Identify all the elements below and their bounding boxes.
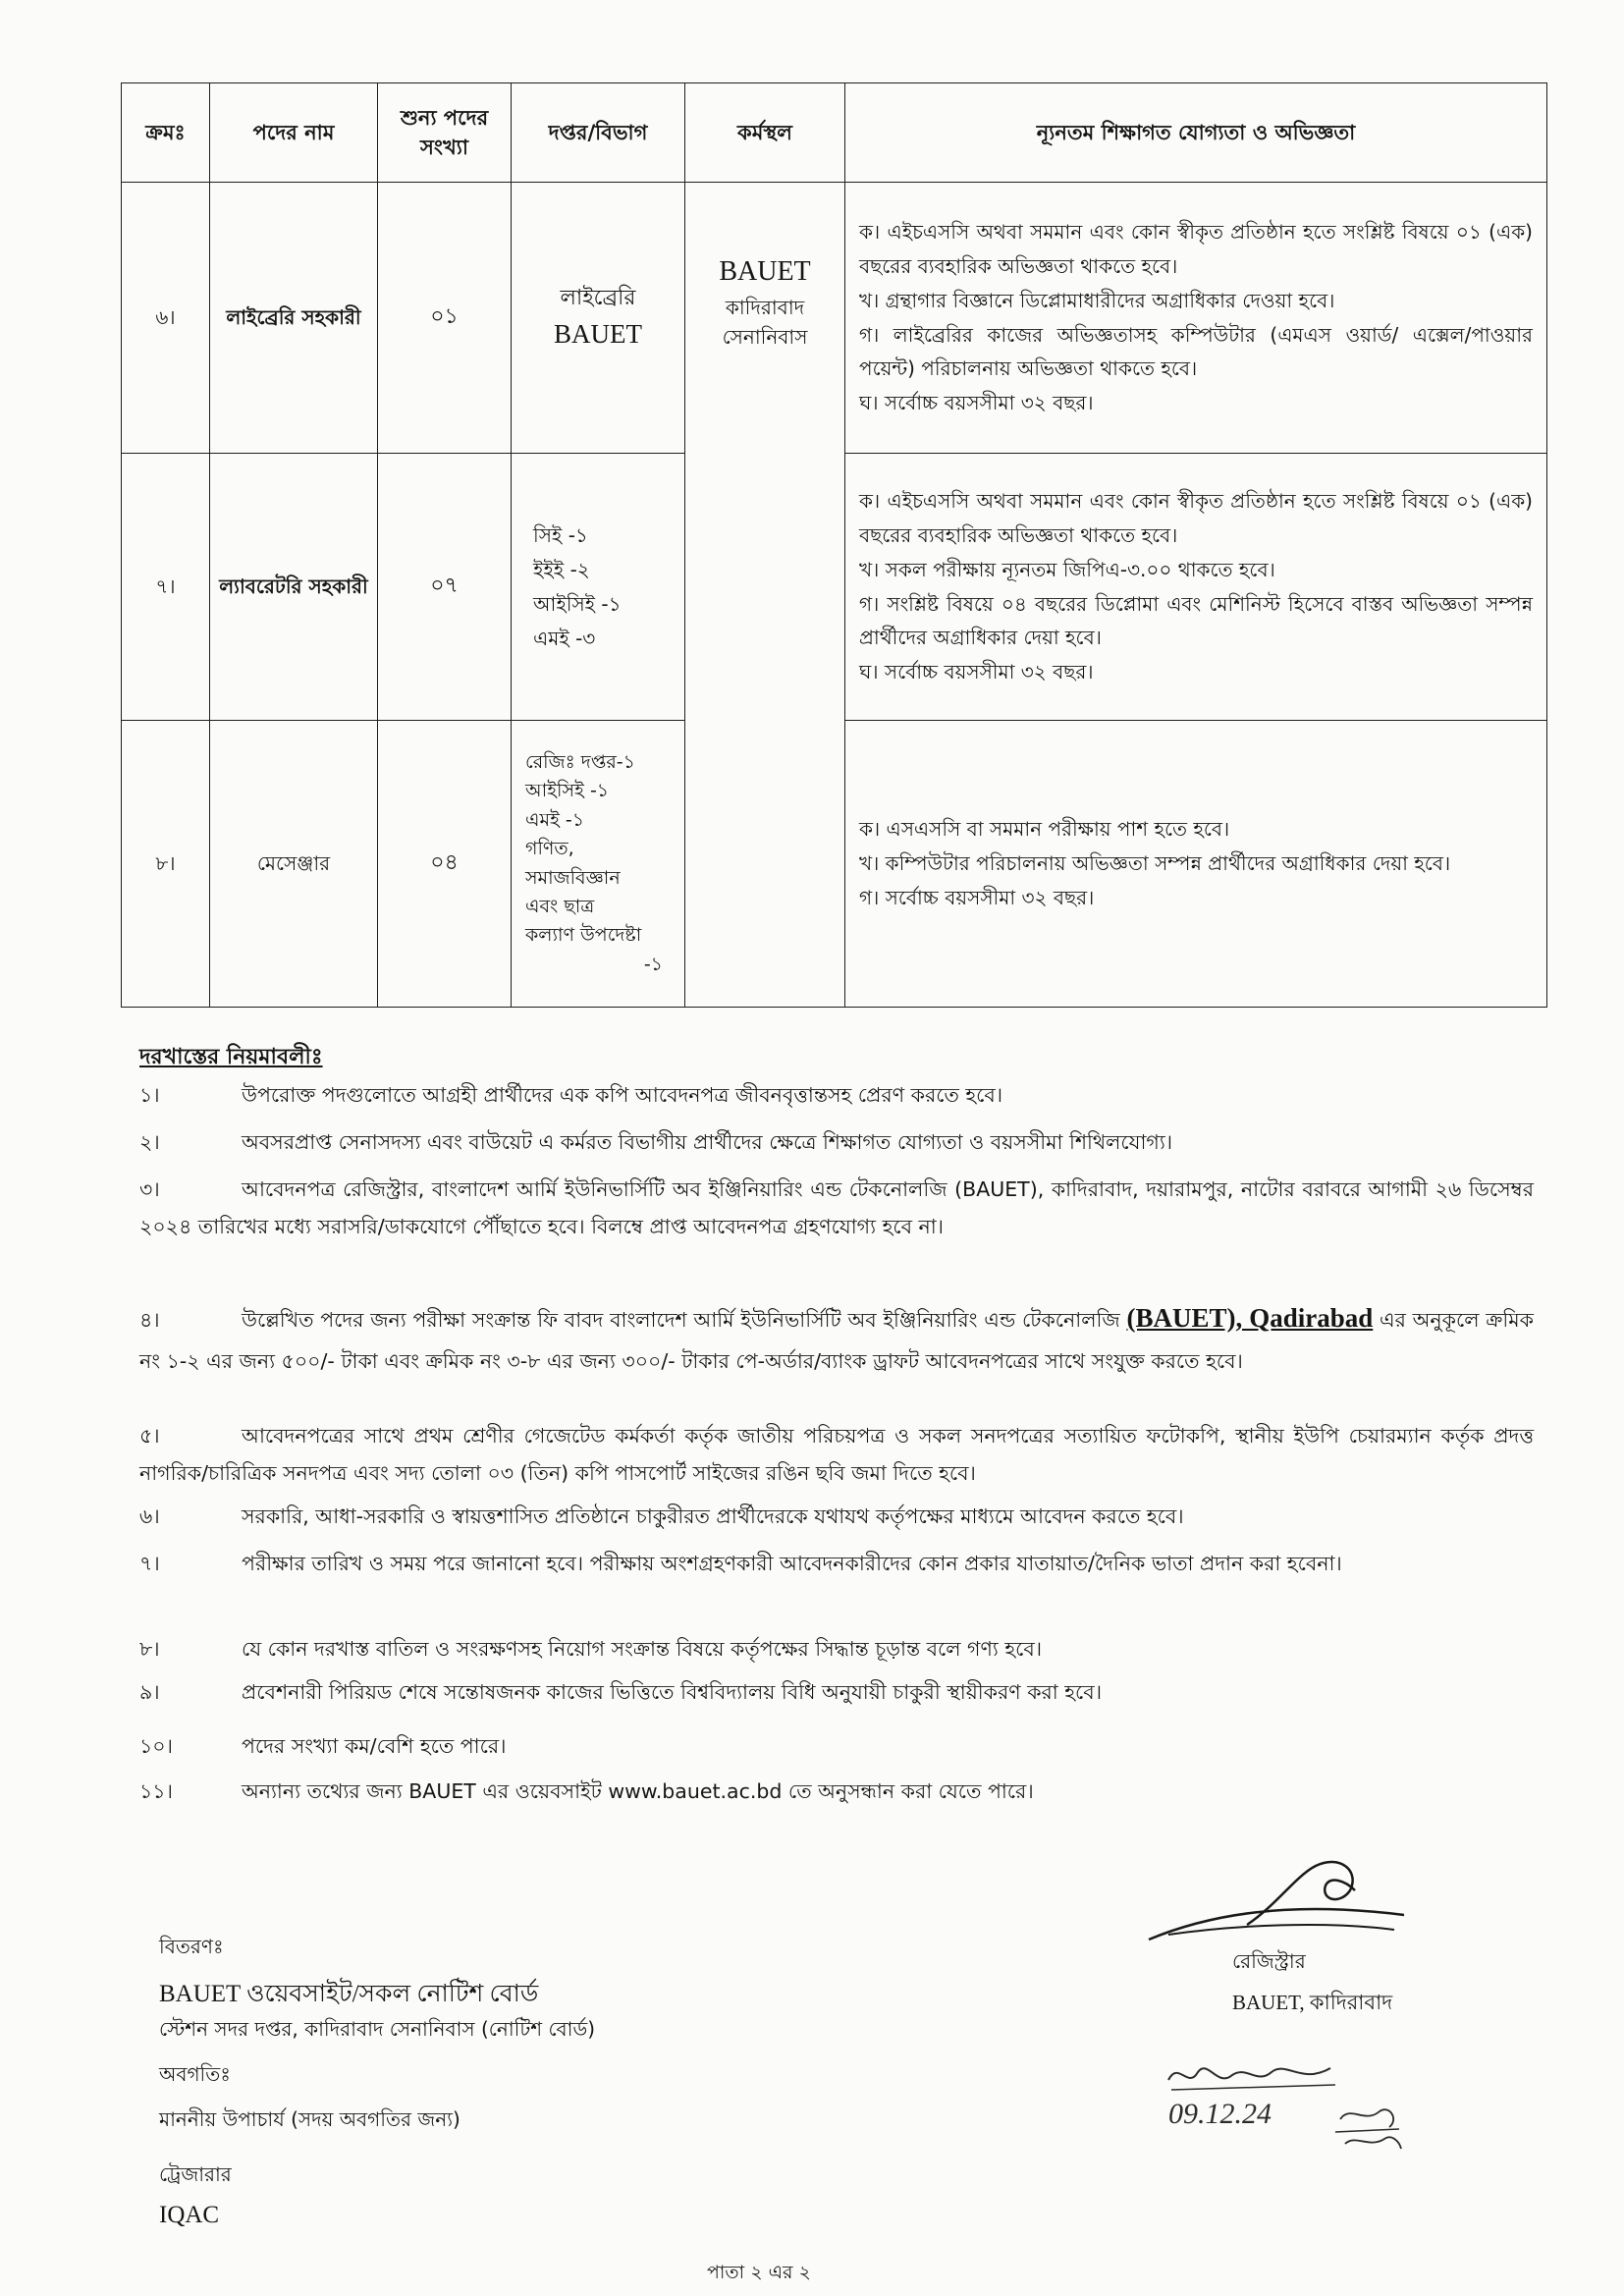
rule-item bbox=[139, 1077, 1534, 1115]
rule-text: আবেদনপত্রের সাথে প্রথম শ্রেণীর গেজেটেড কর্মকর্তা কর্তৃক জাতীয় পরিচয়পত্র ও সকল সনদপত্রের সত্যায়িত ফটোকপি, স্থানীয় ইউপি চেয়ারম্যান কর্তৃক প্রদত্ত নাগরিক/চারিত্রিক সনদপত্র এবং সদ্য তোলা ০৩ (তিন) কপি পাসপোর্ট সাইজের রঙিন ছবি জমা দিতে হবে। bbox=[139, 1424, 1534, 1485]
rule-number: ৫। bbox=[139, 1424, 160, 1448]
rule-item bbox=[139, 1774, 1534, 1811]
rule-text: উল্লেখিত পদের জন্য পরীক্ষা সংক্রান্ত ফি বাবদ বাংলাদেশ আর্মি ইউনিভার্সিটি অব ইঞ্জিনিয়ারিং এন্ড টেকনোলজি bbox=[242, 1308, 1120, 1332]
dept-line: রেজিঃ দপ্তর-১ bbox=[525, 750, 635, 773]
header-workplace: কর্মস্থল bbox=[685, 83, 845, 183]
rule-number: ১০। bbox=[139, 1734, 173, 1758]
rule-number: ১। bbox=[139, 1083, 160, 1107]
rule-highlight: (BAUET), Qadirabad bbox=[1126, 1303, 1374, 1333]
qual-line: ক। এইচএসসি অথবা সমমান এবং কোন স্বীকৃত প্রতিষ্ঠান হতে সংশ্লিষ্ট বিষয়ে ০১ (এক) বছরের ব্যবহারিক অভিজ্ঞতা থাকতে হবে। bbox=[859, 220, 1533, 278]
rule-number: ৬। bbox=[139, 1504, 160, 1528]
row-serial: ৮। bbox=[122, 721, 210, 1008]
qual-line: গ। লাইব্রেরির কাজের অভিজ্ঞতাসহ কম্পিউটার (এমএস ওয়ার্ড/ এক্সেল/পাওয়ার পয়েন্ট) পরিচালনায় অভিজ্ঞতা থাকতে হবে। bbox=[859, 322, 1533, 381]
info-item: মাননীয় উপাচার্য (সদয় অবগতির জন্য) bbox=[159, 2107, 460, 2131]
rule-number: ৯। bbox=[139, 1680, 160, 1704]
rule-number: ৮। bbox=[139, 1637, 160, 1661]
rule-number: ৭। bbox=[139, 1552, 160, 1575]
header-department: দপ্তর/বিভাগ bbox=[512, 83, 685, 183]
rule-number: ৪। bbox=[139, 1308, 160, 1332]
distribution-text: BAUET ওয়েবসাইট/সকল নোটিশ বোর্ড bbox=[159, 1981, 539, 2007]
rules-title: দরখাস্তের নিয়মাবলীঃ bbox=[139, 1045, 323, 1069]
dept-line: আইসিই -১ bbox=[525, 780, 610, 802]
rule-number: ১১। bbox=[139, 1779, 173, 1803]
rule-text: পদের সংখ্যা কম/বেশি হতে পারে। bbox=[242, 1734, 507, 1758]
row-workplace bbox=[685, 183, 845, 1008]
workplace-line: কাদিরাবাদ bbox=[725, 296, 805, 319]
dept-line: সিই -১ bbox=[533, 522, 588, 547]
row-post-name: মেসেঞ্জার bbox=[210, 721, 378, 1008]
row-qualification bbox=[845, 454, 1547, 721]
dept-line: এমই -৩ bbox=[533, 626, 596, 650]
rule-text: প্রবেশনারী পিরিয়ড শেষে সন্তোষজনক কাজের ভিত্তিতে বিশ্ববিদ্যালয় বিধি অনুযায়ী চাকুরী স্থায়ীকরণ করা হবে। bbox=[242, 1680, 1103, 1704]
signatory-org: BAUET, কাদিরাবাদ bbox=[1232, 1991, 1393, 2014]
dept-line: ইইই -২ bbox=[533, 557, 590, 581]
rule-item bbox=[139, 1728, 1534, 1766]
rule-item bbox=[139, 1631, 1534, 1668]
rule-text: অবসরপ্রাপ্ত সেনাসদস্য এবং বাউয়েট এ কর্মরত বিভাগীয় প্রার্থীদের ক্ষেত্রে শিক্ষাগত যোগ্যতা ও বয়সসীমা শিথিলযোগ্য। bbox=[242, 1130, 1173, 1154]
rule-item bbox=[139, 1546, 1534, 1583]
row-vacancy-count: ০৪ bbox=[378, 721, 512, 1008]
dept-line: লাইব্রেরি bbox=[560, 285, 636, 310]
qual-line: খ। গ্রন্থাগার বিজ্ঞানে ডিপ্লোমাধারীদের অগ্রাধিকার দেওয়া হবে। bbox=[859, 288, 1335, 312]
dept-line: সমাজবিজ্ঞান bbox=[525, 866, 621, 889]
rule-item bbox=[139, 1674, 1534, 1712]
dept-line: এবং ছাত্র bbox=[525, 895, 595, 917]
rule-item bbox=[139, 1418, 1534, 1493]
row-post-name: ল্যাবরেটরি সহকারী bbox=[210, 454, 378, 721]
rule-text: সরকারি, আধা-সরকারি ও স্বায়ত্তশাসিত প্রতিষ্ঠানে চাকুরীরত প্রার্থীদেরকে যথাযথ কর্তৃপক্ষের মাধ্যমে আবেদন করতে হবে। bbox=[242, 1504, 1184, 1528]
rule-text: আবেদনপত্র রেজিস্ট্রার, বাংলাদেশ আর্মি ইউনিভার্সিটি অব ইঞ্জিনিয়ারিং এন্ড টেকনোলজি (BAUET), কাদিরাবাদ, দয়ারামপুর, নাটোর বরাবরে আগামী ২৬ ডিসেম্বর ২০২৪ তারিখের মধ্যে সরাসরি/ডাকযোগে পৌঁছাতে হবে। বিলম্বে প্রাপ্ত আবেদনপত্র গ্রহণযোগ্য হবে না। bbox=[139, 1177, 1534, 1238]
rule-text: এর অনুকূলে ক্রমিক নং ১-২ এর জন্য ৫০০/- টাকা এবং ক্রমিক নং ৩-৮ এর জন্য ৩০০/- টাকার পে-অর্ডার/ব্যাংক ড্রাফট আবেদনপত্রের সাথে সংযুক্ত করতে হবে। bbox=[139, 1308, 1534, 1373]
table-row bbox=[122, 183, 1547, 454]
rule-text: অন্যান্য তথ্যের জন্য BAUET এর ওয়েবসাইট www.bauet.ac.bd তে অনুসন্ধান করা যেতে পারে। bbox=[242, 1779, 1034, 1803]
row-department bbox=[512, 454, 685, 721]
distribution-label: বিতরণঃ bbox=[159, 1935, 224, 1958]
qual-line: খ। কম্পিউটার পরিচালনায় অভিজ্ঞতা সম্পন্ন প্রার্থীদের অগ্রাধিকার দেয়া হবে। bbox=[859, 851, 1451, 876]
signature-mark bbox=[1129, 1846, 1424, 1954]
handwritten-mark bbox=[1330, 2100, 1409, 2159]
header-serial: ক্রমঃ bbox=[122, 83, 210, 183]
dept-line: এমই -১ bbox=[525, 808, 585, 831]
row-vacancy-count: ০১ bbox=[378, 183, 512, 454]
dept-line: গণিত, bbox=[525, 838, 574, 860]
rule-item bbox=[139, 1294, 1534, 1381]
header-qualification: ন্যূনতম শিক্ষাগত যোগ্যতা ও অভিজ্ঞতা bbox=[845, 83, 1547, 183]
dept-line: BAUET bbox=[554, 318, 642, 349]
qual-line: গ। সংশ্লিষ্ট বিষয়ে ০৪ বছরের ডিপ্লোমা এবং মেশিনিস্ট হিসেবে বাস্তব অভিজ্ঞতা সম্পন্ন প্রার্থীদের অগ্রাধিকার দেয়া হবে। bbox=[859, 591, 1533, 650]
handwritten-date: 09.12.24 bbox=[1168, 2098, 1272, 2130]
handwritten-initial bbox=[1164, 2050, 1340, 2100]
row-department bbox=[512, 183, 685, 454]
rule-number: ২। bbox=[139, 1130, 160, 1154]
qual-line: ঘ। সর্বোচ্চ বয়সসীমা ৩২ বছর। bbox=[859, 391, 1094, 415]
dept-line: -১ bbox=[643, 953, 663, 975]
rule-item bbox=[139, 1124, 1534, 1162]
iqac-line: IQAC bbox=[159, 2202, 220, 2228]
row-qualification bbox=[845, 183, 1547, 454]
info-label: অবগতিঃ bbox=[159, 2062, 231, 2086]
row-qualification bbox=[845, 721, 1547, 1008]
page-number: পাতা ২ এর ২ bbox=[707, 2262, 811, 2283]
header-post-name: পদের নাম bbox=[210, 83, 378, 183]
distribution-item: স্টেশন সদর দপ্তর, কাদিরাবাদ সেনানিবাস (নোটিশ বোর্ড) bbox=[159, 2017, 596, 2041]
distribution-item bbox=[159, 1974, 538, 2016]
workplace-org: BAUET bbox=[719, 256, 811, 287]
row-serial: ৬। bbox=[122, 183, 210, 454]
row-vacancy-count: ০৭ bbox=[378, 454, 512, 721]
rule-item bbox=[139, 1499, 1534, 1536]
qual-line: খ। সকল পরীক্ষায় ন্যূনতম জিপিএ-৩.০০ থাকতে হবে। bbox=[859, 557, 1275, 581]
dept-line: কল্যাণ উপদেষ্টা bbox=[525, 924, 642, 947]
row-post-name: লাইব্রেরি সহকারী bbox=[210, 183, 378, 454]
treasurer-line: ট্রেজারার bbox=[159, 2162, 232, 2186]
qual-line: ক। এসএসসি বা সমমান পরীক্ষায় পাশ হতে হবে। bbox=[859, 817, 1230, 842]
qual-line: গ। সর্বোচ্চ বয়সসীমা ৩২ বছর। bbox=[859, 885, 1095, 909]
rule-number: ৩। bbox=[139, 1177, 160, 1201]
qual-line: ক। এইচএসসি অথবা সমমান এবং কোন স্বীকৃত প্রতিষ্ঠান হতে সংশ্লিষ্ট বিষয়ে ০১ (এক) বছরের ব্যবহারিক অভিজ্ঞতা থাকতে হবে। bbox=[859, 489, 1533, 547]
vacancy-table bbox=[121, 82, 1547, 1008]
qual-line: ঘ। সর্বোচ্চ বয়সসীমা ৩২ বছর। bbox=[859, 660, 1094, 684]
header-vacancy-count: শুন্য পদের সংখ্যা bbox=[378, 83, 512, 183]
signatory-title: রেজিস্ট্রার bbox=[1232, 1949, 1306, 1973]
workplace-line: সেনানিবাস bbox=[722, 325, 808, 349]
rule-text: উপরোক্ত পদগুলোতে আগ্রহী প্রার্থীদের এক কপি আবেদনপত্র জীবনবৃত্তান্তসহ প্রেরণ করতে হবে। bbox=[242, 1083, 1003, 1107]
rule-text: পরীক্ষার তারিখ ও সময় পরে জানানো হবে। পরীক্ষায় অংশগ্রহণকারী আবেদনকারীদের কোন প্রকার যাতায়াত/দৈনিক ভাতা প্রদান করা হবেনা। bbox=[242, 1552, 1342, 1575]
rule-text: যে কোন দরখাস্ত বাতিল ও সংরক্ষণসহ নিয়োগ সংক্রান্ত বিষয়ে কর্তৃপক্ষের সিদ্ধান্ত চূড়ান্ত বলে গণ্য হবে। bbox=[242, 1637, 1043, 1661]
row-serial: ৭। bbox=[122, 454, 210, 721]
row-department bbox=[512, 721, 685, 1008]
table-header-row bbox=[122, 83, 1547, 183]
dept-line: আইসিই -১ bbox=[533, 591, 622, 616]
rule-item bbox=[139, 1172, 1534, 1246]
